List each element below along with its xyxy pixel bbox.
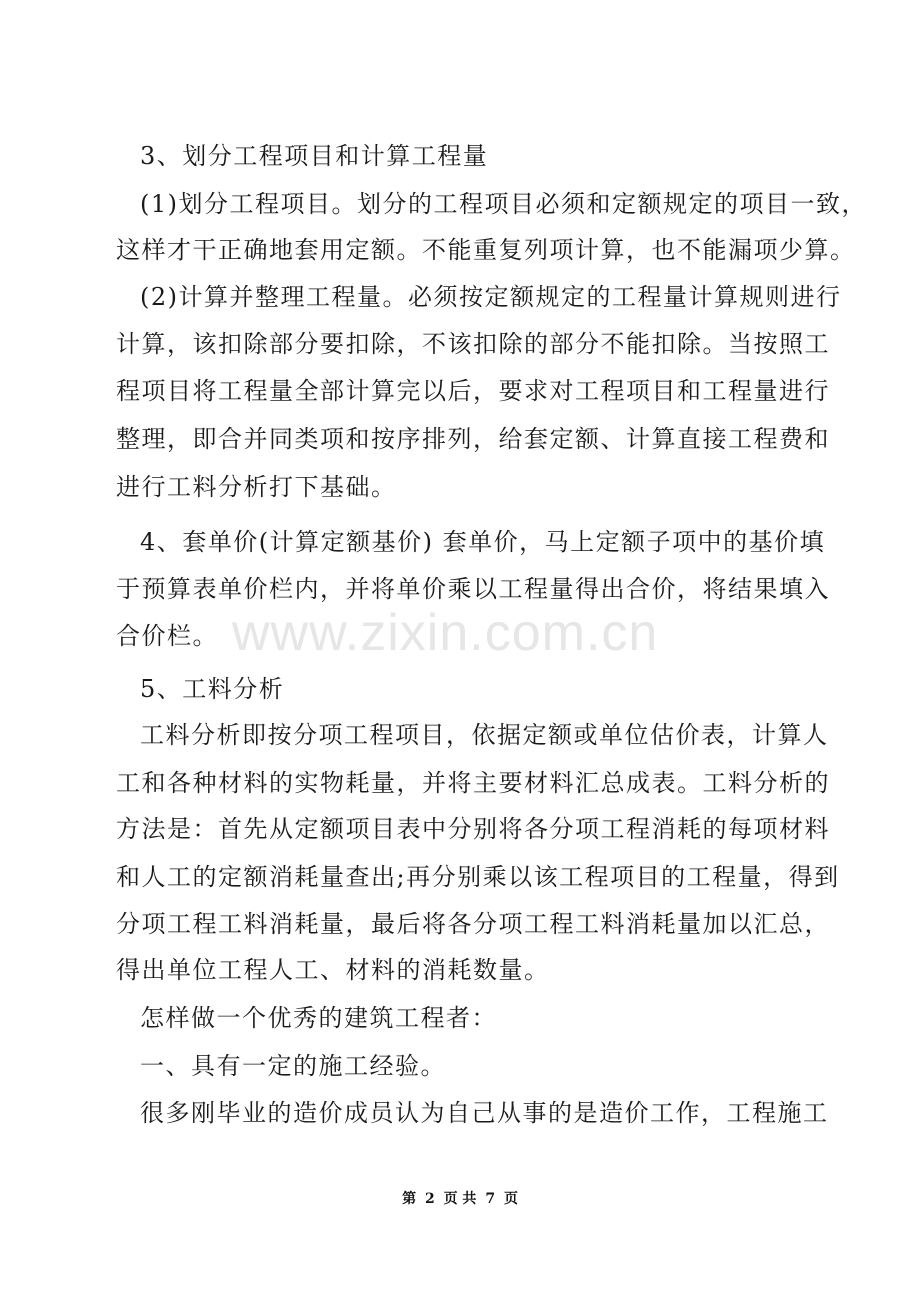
paragraph-line: 程项目将工程量全部计算完以后，要求对工程项目和工程量进行 [116, 377, 830, 405]
paragraph-line: 工和各种材料的实物耗量，并将主要材料汇总成表。工料分析的 [116, 769, 830, 797]
paragraph-line: 进行工料分析打下基础。 [116, 473, 397, 501]
total-pages-number: 7 [485, 1191, 496, 1207]
heading-section-4: 4、套单价(计算定额基价) 套单价，马上定额子项中的基价填 [140, 528, 826, 556]
paragraph-line: 得出单位工程人工、材料的消耗数量。 [116, 956, 550, 984]
paragraph-line: 和人工的定额消耗量查出;再分别乘以该工程项目的工程量，得到 [116, 863, 840, 891]
paragraph-line: 计算，该扣除部分要扣除，不该扣除的部分不能扣除。当按照工 [116, 330, 830, 358]
paragraph-line: (1)划分工程项目。划分的工程项目必须和定额规定的项目一致， [140, 190, 867, 218]
paragraph-line: 这样才干正确地套用定额。不能重复列项计算，也不能漏项少算。 [116, 236, 856, 264]
heading-point-1: 一、具有一定的施工经验。 [140, 1052, 446, 1080]
footer-suffix: 页 [503, 1191, 518, 1207]
paragraph-line: 于预算表单价栏内，并将单价乘以工程量得出合价，将结果填入 [116, 575, 830, 603]
heading-section-5: 5、工料分析 [140, 675, 285, 703]
paragraph-line: 工料分析即按分项工程项目，依据定额或单位估价表，计算人 [140, 721, 829, 749]
paragraph-line: (2)计算并整理工程量。必须按定额规定的工程量计算规则进行 [140, 283, 842, 311]
heading-subtitle: 怎样做一个优秀的建筑工程者： [140, 1004, 497, 1032]
page-footer [0, 1189, 920, 1209]
paragraph-line: 分项工程工料消耗量，最后将各分项工程工料消耗量加以汇总， [116, 910, 830, 938]
paragraph-line: 整理，即合并同类项和按序排列，给套定额、计算直接工程费和 [116, 425, 830, 453]
current-page-number: 2 [424, 1191, 435, 1207]
footer-prefix: 第 [402, 1191, 417, 1207]
watermark: www.zixin.com.cn [232, 604, 659, 662]
paragraph-line: 很多刚毕业的造价成员认为自己从事的是造价工作，工程施工 [140, 1099, 829, 1127]
footer-middle: 页 共 [443, 1191, 477, 1207]
paragraph-line: 合价栏。 [116, 622, 218, 650]
paragraph-line: 方法是：首先从定额项目表中分别将各分项工程消耗的每项材料 [116, 815, 830, 843]
heading-section-3: 3、划分工程项目和计算工程量 [140, 142, 489, 170]
